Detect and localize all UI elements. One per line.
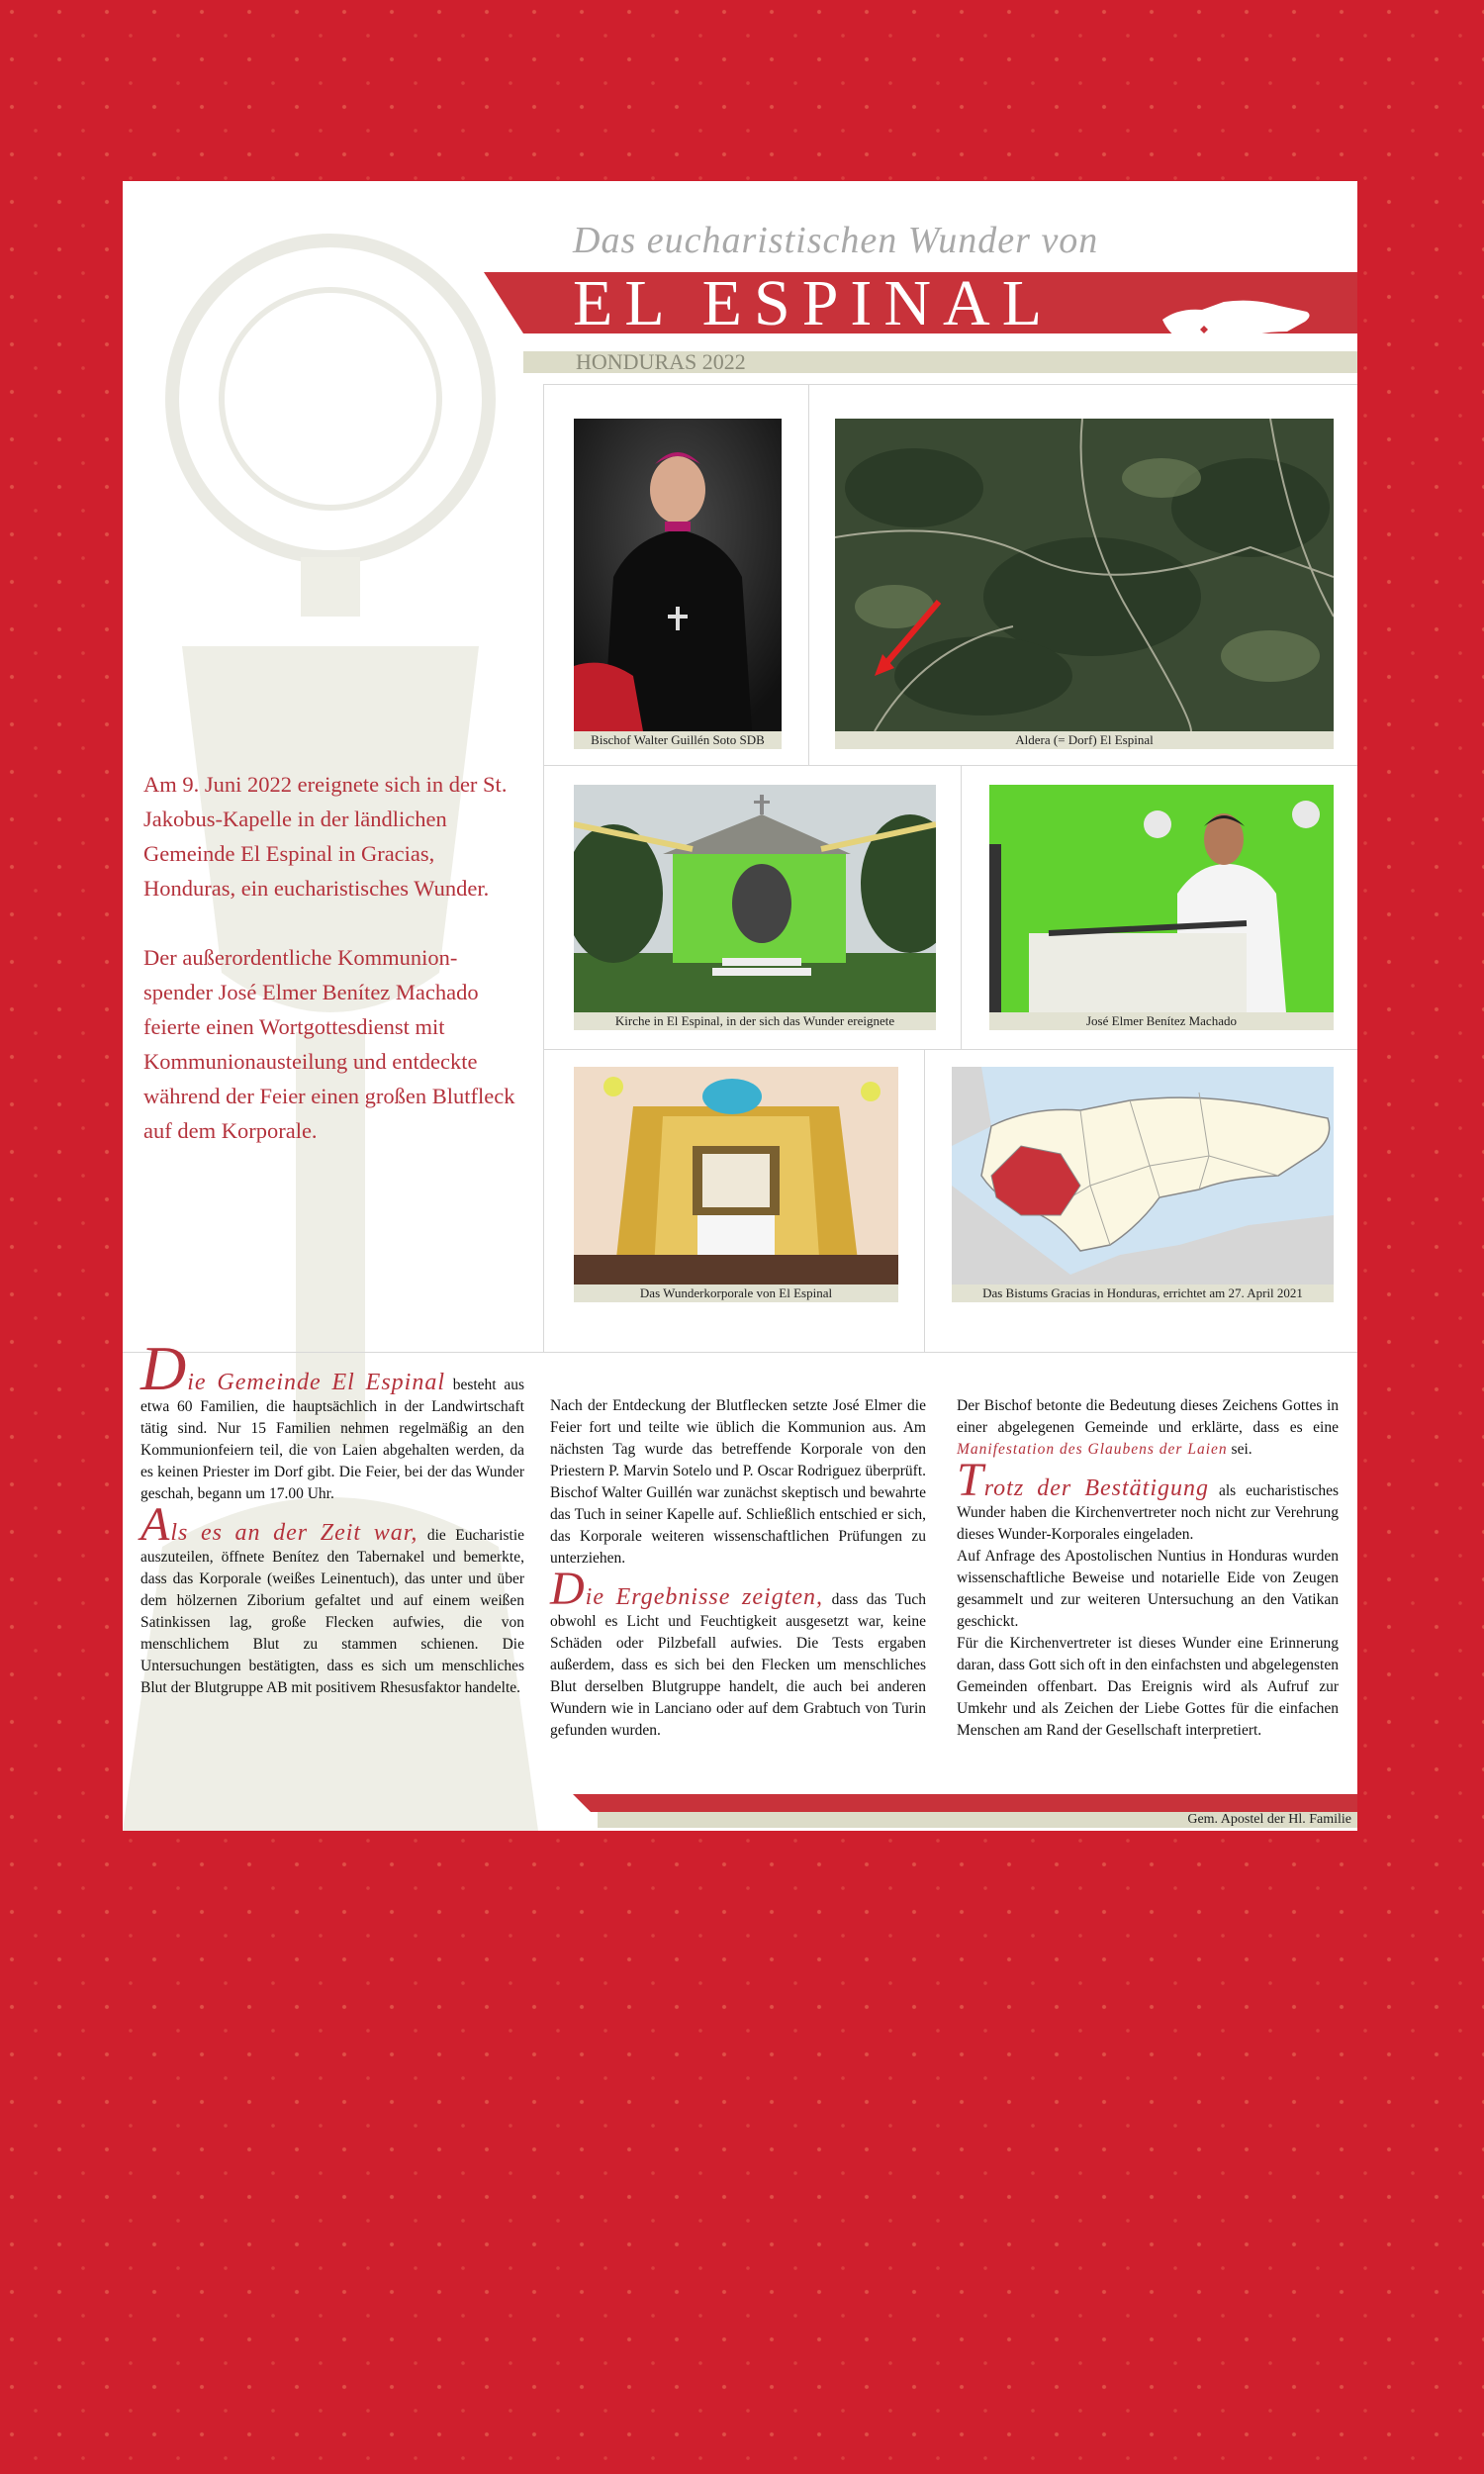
photo-caption: Kirche in El Espinal, in der sich das Wunder ereignete [574, 1012, 936, 1030]
benitez-photo [989, 785, 1334, 1012]
text-column-1 [140, 1333, 525, 1699]
body-text: sei. [1227, 1441, 1252, 1458]
photo-caption: Das Wunderkorporale von El Espinal [574, 1285, 898, 1302]
text-column-2 [550, 1395, 926, 1742]
grid-line [808, 384, 809, 765]
grid-line [543, 384, 1357, 385]
body-text: die Eucharistie auszuteilen, öffnete Benítez den Tabernakel und bemerkte, dass das Korporale (weißes Leinentuch), das unter und über dem hölzernen Ziborium gefaltet und auf einem weißen Satinkissen lag, große Flecken aufwies, die von menschlichem Blut zu stammen schienen. Die Untersuchungen bestätigten, dass es sich um menschliches Blut der Blutgruppe AB mit positivem Rhesusfaktor handelte. [140, 1527, 525, 1696]
photo-caption: José Elmer Benítez Machado [989, 1012, 1334, 1030]
header-subtitle: HONDURAS 2022 [576, 349, 746, 374]
footer-bar [573, 1794, 1357, 1812]
body-text: Der Bischof betonte die Bedeutung dieses Zeichens Gottes in einer abgelegenen Gemeinde und erklärte, dass es eine [957, 1397, 1339, 1436]
grid-line [924, 1049, 925, 1352]
grid-line [543, 1049, 1357, 1050]
intro-text [143, 767, 519, 1183]
grid-line [543, 765, 1357, 766]
intro-paragraph: Am 9. Juni 2022 ereignete sich in der St. Jakobus-Kapelle in der ländlichen Gemeinde El Espinal in Gracias, Honduras, ein eucharistisches Wunder. [143, 772, 508, 901]
body-text: Für die Kirchenvertreter ist dieses Wunder eine Erinnerung daran, dass Gott sich oft in den einfachsten und abgelegensten Gemeinden offenbart. Das Ereignis wird als Aufruf zur Umkehr und als Zeichen der Liebe Gottes für die einfachen Menschen am Rand der Gesellschaft interpretiert. [957, 1635, 1339, 1739]
church-photo [574, 785, 936, 1012]
photo-caption: Bischof Walter Guillén Soto SDB [574, 731, 782, 749]
drop-heading: Trotz der Bestätigung [957, 1454, 1210, 1506]
body-text: dass das Tuch obwohl es Licht und Feuchtigkeit ausgesetzt war, keine Schäden oder Pilzbefall aufwies. Die Tests ergaben außerdem, dass es sich bei den Flecken um menschliches Blut derselben Blutgruppe handelt, die auch bei anderen Wundern wie in Lanciano oder auf dem Grabtuch von Turin gefunden wurden. [550, 1591, 926, 1739]
drop-heading: Die Ergebnisse zeigten, [550, 1563, 824, 1615]
footer-text: Gem. Apostel der Hl. Familie [1187, 1812, 1351, 1827]
body-text: Nach der Entdeckung der Blutflecken setzte José Elmer die Feier fort und teilte wie üblich die Kommunion aus. Am nächsten Tag wurde das betreffende Korporale von den Priestern P. Marvin Sotelo und P. Oscar Rodriguez überprüft. Bischof Walter Guillén war zunächst skeptisch und bewahrte das Tuch in seiner Kapelle auf. Schließlich entschied er sich, das Korporale weiteren wissenschaftlichen Prüfungen zu unterziehen. [550, 1397, 926, 1567]
satellite-photo [835, 419, 1334, 731]
highlight-text: Manifestation des Glaubens der Laien [957, 1441, 1228, 1458]
drop-heading: Die Gemeinde El Espinal [140, 1333, 445, 1403]
body-text: besteht aus etwa 60 Familien, die hauptsächlich in der Landwirtschaft tätig sind. Nur 15 Familien nehmen regelmäßig an den Kommunionfeiern teil, die von Laien abgehalten werden, da es keinen Priester im Dorf gibt. Die Feier, bei der das Wunder geschah, begann um 17.00 Uhr. [140, 1377, 524, 1502]
drop-heading: Als es an der Zeit war, [140, 1498, 418, 1551]
page-title: EL ESPINAL [573, 267, 1055, 339]
corporal-photo [574, 1067, 898, 1285]
diocese-map [952, 1067, 1334, 1285]
bishop-photo [574, 419, 782, 731]
grid-line [543, 384, 544, 1352]
photo-caption: Das Bistums Gracias in Honduras, errichtet am 27. April 2021 [952, 1285, 1334, 1302]
grid-line [961, 765, 962, 1049]
intro-paragraph: Der außerordentliche Kommunion-spender José Elmer Benítez Machado feierte einen Wortgottesdienst mit Kommunionausteilung und entdeckte während der Feier einen großen Blutfleck auf dem Korporale. [143, 945, 515, 1143]
body-text: Auf Anfrage des Apostolischen Nuntius in Honduras wurden wissenschaftliche Beweise und notarielle Eide von Zeugen gesammelt und zur weiteren Untersuchung an den Vatikan geschickt. [957, 1548, 1339, 1630]
photo-caption: Aldera (= Dorf) El Espinal [835, 731, 1334, 749]
text-column-3 [957, 1395, 1339, 1742]
newsletter-page [123, 181, 1357, 1831]
body-text: als eucharistisches Wunder haben die Kirchenvertreter noch nicht zur Verehrung dieses Wunder-Korporales eingeladen. [957, 1482, 1340, 1543]
header-kicker: Das eucharistischen Wunder von [573, 220, 1099, 261]
